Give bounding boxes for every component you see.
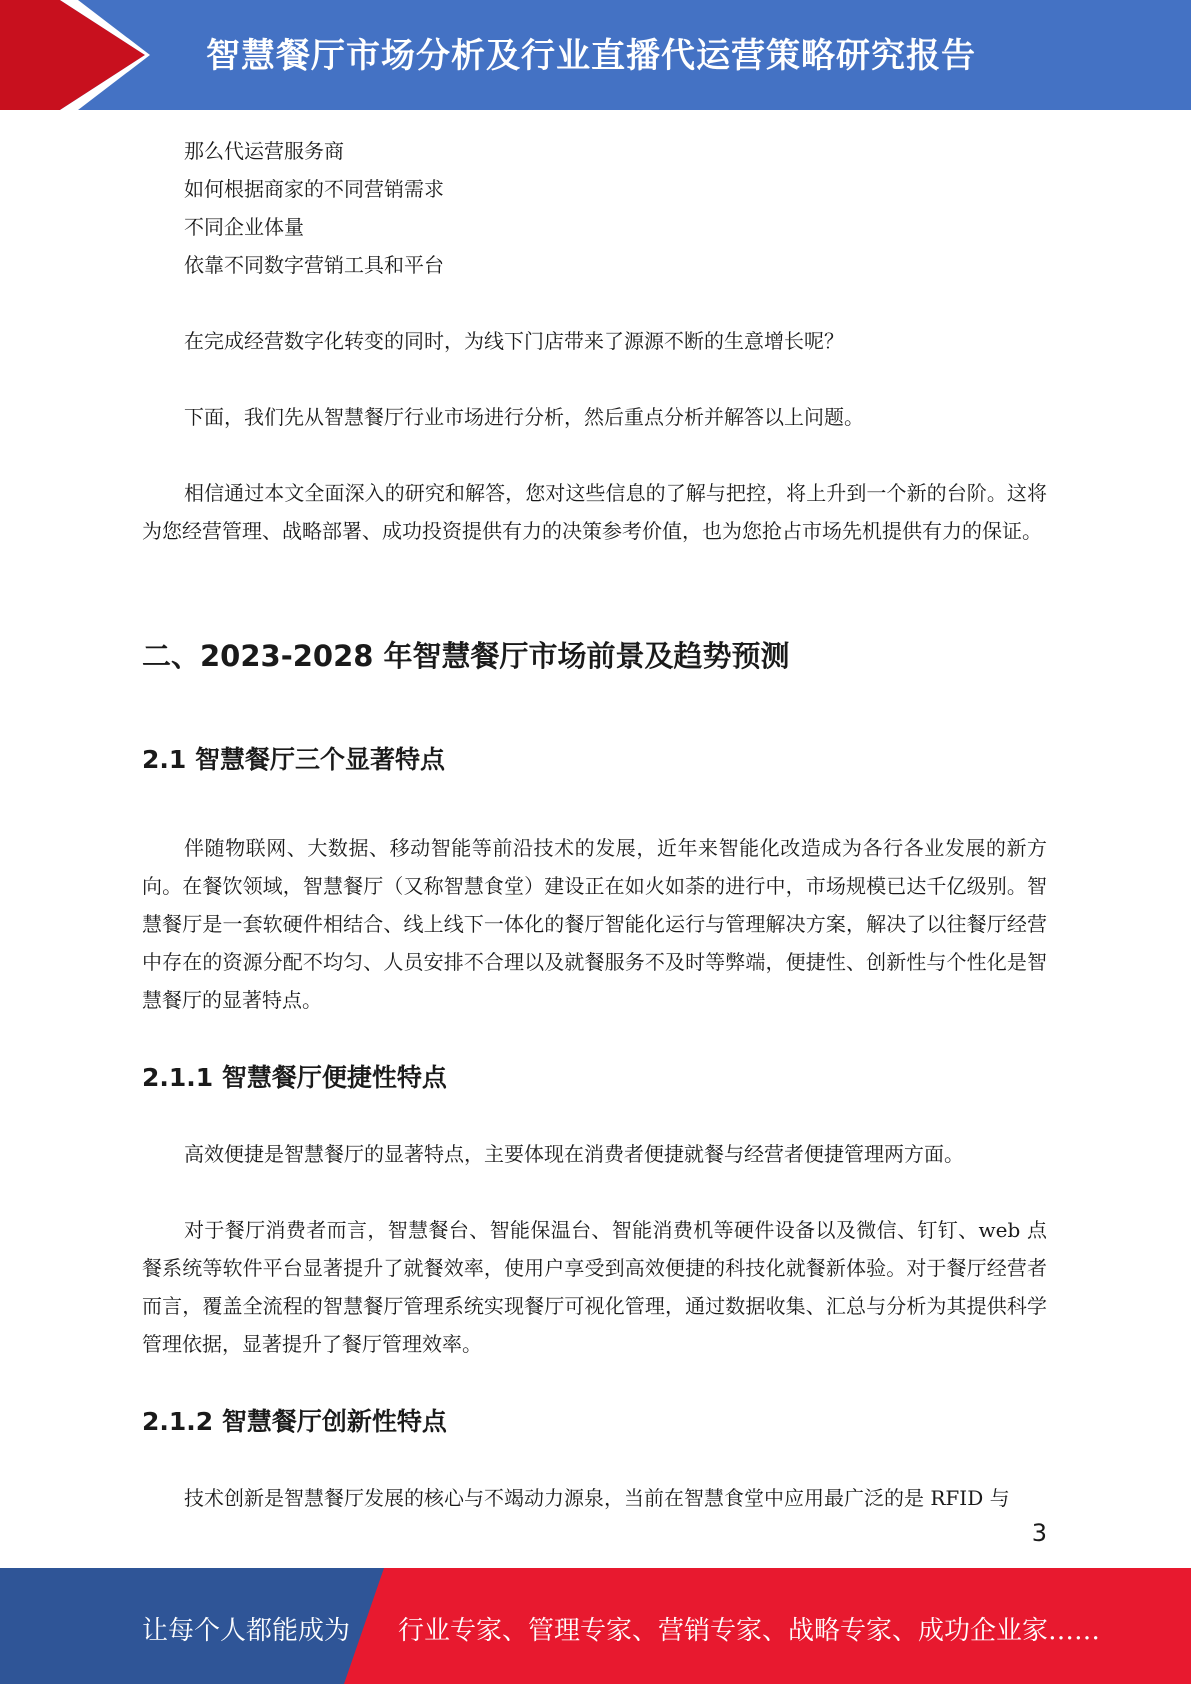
paragraph: 在完成经营数字化转变的同时，为线下门店带来了源源不断的生意增长呢？	[184, 329, 844, 353]
footer-slogan-left: 让每个人都能成为	[142, 1616, 351, 1646]
intro-line: 如何根据商家的不同营销需求	[184, 177, 444, 201]
header-red-chevron	[0, 0, 150, 110]
paragraph: 技术创新是智慧餐厅发展的核心与不竭动力源泉，当前在智慧食堂中应用最广泛的是 RFID 与	[184, 1486, 1010, 1510]
paragraph: 高效便捷是智慧餐厅的显著特点，主要体现在消费者便捷就餐与经营者便捷管理两方面。	[184, 1142, 964, 1166]
intro-block	[142, 132, 1047, 588]
subsection-heading: 2.1 智慧餐厅三个显著特点	[142, 745, 445, 774]
page-header	[0, 0, 1191, 110]
page-footer	[0, 1568, 1191, 1684]
paragraph: 相信通过本文全面深入的研究和解答，您对这些信息的了解与把控，将上升到一个新的台阶。这将为您经营管理、战略部署、成功投资提供有力的决策参考价值，也为您抢占市场先机提供有力的保证。	[142, 481, 1047, 543]
intro-line: 不同企业体量	[184, 215, 304, 239]
paragraph: 伴随物联网、大数据、移动智能等前沿技术的发展，近年来智能化改造成为各行各业发展的新方向。在餐饮领域，智慧餐厅（又称智慧食堂）建设正在如火如荼的进行中，市场规模已达千亿级别。智慧餐厅是一套软硬件相结合、线上线下一体化的餐厅智能化运行与管理解决方案，解决了以往餐厅经营中存在的资源分配不均匀、人员安排不合理以及就餐服务不及时等弊端，便捷性、创新性与个性化是智慧餐厅的显著特点。	[142, 836, 1047, 1012]
section-heading: 二、2023-2028 年智慧餐厅市场前景及趋势预测	[142, 639, 790, 673]
report-title: 智慧餐厅市场分析及行业直播代运营策略研究报告	[206, 36, 976, 76]
intro-line: 那么代运营服务商	[184, 139, 344, 163]
subsection-heading: 2.1.2 智慧餐厅创新性特点	[142, 1407, 447, 1436]
page-number: 3	[1031, 1519, 1047, 1547]
subsection-heading: 2.1.1 智慧餐厅便捷性特点	[142, 1063, 447, 1092]
paragraph: 对于餐厅消费者而言，智慧餐台、智能保温台、智能消费机等硬件设备以及微信、钉钉、web 点餐系统等软件平台显著提升了就餐效率，使用户享受到高效便捷的科技化就餐新体验。对于餐厅经营者而言，覆盖全流程的智慧餐厅管理系统实现餐厅可视化管理，通过数据收集、汇总与分析为其提供科学管理依据，显著提升了餐厅管理效率。	[142, 1218, 1047, 1356]
intro-line: 依靠不同数字营销工具和平台	[184, 253, 444, 277]
footer-slogan-right: 行业专家、管理专家、营销专家、战略专家、成功企业家……	[398, 1616, 1101, 1646]
paragraph: 下面，我们先从智慧餐厅行业市场进行分析，然后重点分析并解答以上问题。	[184, 405, 864, 429]
